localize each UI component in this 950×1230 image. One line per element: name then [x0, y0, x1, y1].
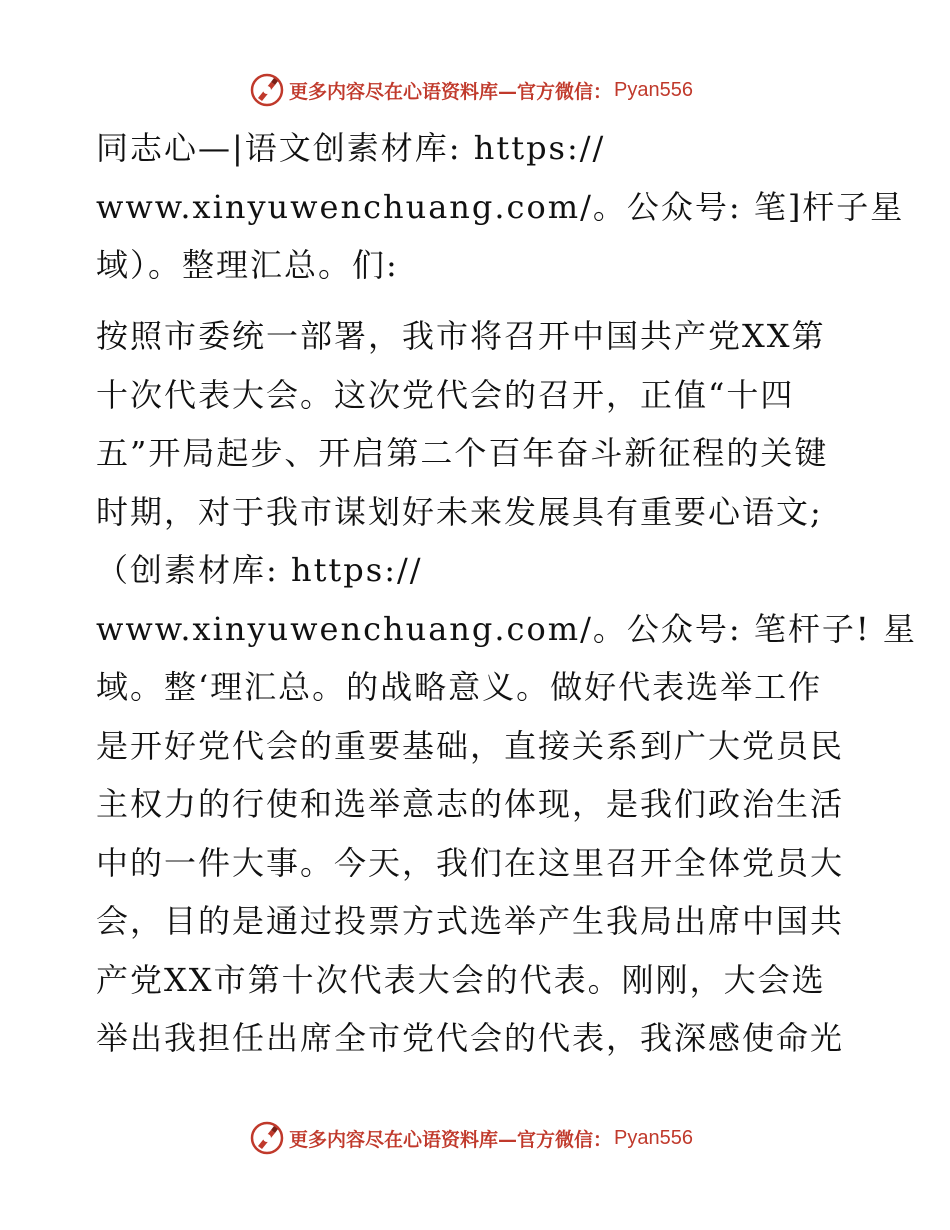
watermark-account: Pyan556 — [614, 78, 693, 101]
text-line: 是开好党代会的重要基础，直接关系到广大党员民 — [96, 727, 845, 765]
text-line: 五”开局起步、开启第二个百年奋斗新征程的关键 — [96, 434, 829, 472]
text-line: 域）。整理汇总。们: — [96, 246, 399, 284]
text-line: 产党XX市第十次代表大会的代表。刚刚，大会选 — [96, 961, 826, 999]
text-line: 十次代表大会。这次党代会的召开，正值“十四 — [96, 376, 795, 414]
watermark-group — [249, 1120, 693, 1156]
text-line: 举出我担任出席全市党代会的代表，我深感使命光 — [96, 1019, 845, 1057]
watermark-text: 更多内容尽在心语资料库—官方微信： — [289, 1128, 613, 1151]
text-line: www.xinyuwenchuang.com/。公众号: 笔]杆子星 — [96, 188, 905, 226]
text-line: 会，目的是通过投票方式选举产生我局出席中国共 — [96, 902, 845, 940]
header-watermark — [0, 70, 950, 110]
text-line: 中的一件大事。今天，我们在这里召开全体党员大 — [96, 844, 845, 882]
text-line: 主权力的行使和选举意志的体现，是我们政治生活 — [96, 785, 845, 823]
pen-logo-icon — [249, 72, 285, 108]
text-line: 时期，对于我市谋划好未来发展具有重要心语文; — [96, 493, 823, 531]
watermark-text: 更多内容尽在心语资料库—官方微信： — [289, 80, 613, 103]
text-line: www.xinyuwenchuang.com/。公众号: 笔杆子! 星 — [96, 610, 917, 648]
text-line: 按照市委统一部署，我市将召开中国共产党XX第 — [96, 317, 826, 355]
watermark-account: Pyan556 — [614, 1126, 693, 1149]
watermark-group — [249, 72, 693, 108]
text-line: （创素材库: https:// — [96, 551, 423, 589]
pen-logo-icon — [249, 1120, 285, 1156]
footer-watermark — [0, 1118, 950, 1158]
text-line: 同志心—|语文创素材库: https:// — [96, 129, 606, 167]
text-line: 域。整‘理汇总。的战略意义。做好代表选举工作 — [96, 668, 823, 706]
